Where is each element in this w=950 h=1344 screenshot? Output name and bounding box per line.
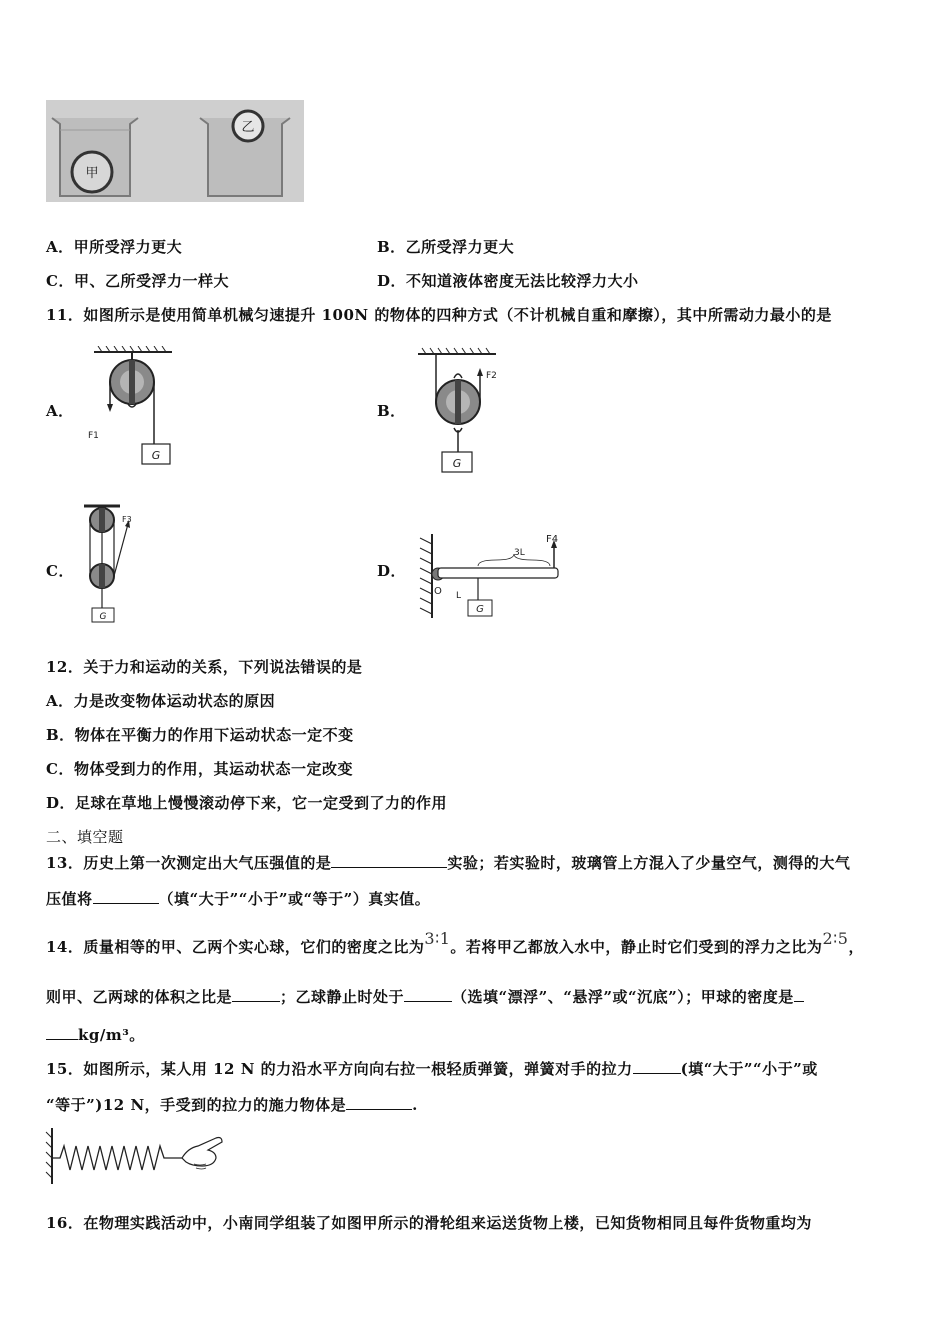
q11-figure-c — [80, 500, 150, 626]
q12-stem: 12．关于力和运动的关系，下列说法错误的是 — [46, 658, 363, 676]
svg-text:乙: 乙 — [241, 120, 255, 135]
q11-option-c-label: C． — [46, 562, 74, 580]
q12-option-b: B．物体在平衡力的作用下运动状态一定不变 — [46, 726, 354, 744]
svg-text:G: G — [151, 449, 161, 462]
q10-option-c: C．甲、乙所受浮力一样大 — [46, 272, 229, 290]
q14-blank-density[interactable] — [794, 987, 804, 1002]
q14-blank-volume[interactable] — [232, 987, 280, 1002]
q13-line-1: 13．历史上第一次测定出大气压强值的是 实验；若实验时，玻璃管上方混入了少量空气，测得的大气 — [46, 854, 851, 872]
svg-text:G: G — [476, 604, 484, 615]
hand-icon — [182, 1138, 222, 1167]
q10-option-b: B．乙所受浮力更大 — [377, 238, 515, 256]
q12-option-d: D．足球在草地上慢慢滚动停下来，它一定受到了力的作用 — [46, 794, 448, 812]
q13-line-2: 压值将 （填“大于”“小于”或“等于”）真实值。 — [46, 890, 431, 908]
q10-option-a: A．甲所受浮力更大 — [46, 238, 183, 256]
svg-text:3L: 3L — [514, 548, 525, 558]
q15-blank-1[interactable] — [633, 1059, 681, 1074]
q15-line-2: “等于”)12 N，手受到的拉力的施力物体是 . — [46, 1096, 418, 1114]
q16-line-1: 16．在物理实践活动中，小南同学组装了如图甲所示的滑轮组来运送货物上楼，已知货物相同且每件货物重均为 — [46, 1214, 812, 1232]
svg-text:O: O — [434, 586, 442, 597]
q11-option-b-label: B． — [377, 402, 406, 420]
q11-figure-d — [414, 528, 574, 622]
q12-option-c: C．物体受到力的作用，其运动状态一定改变 — [46, 760, 353, 778]
section-heading: 二、填空题 — [46, 828, 124, 846]
q14-blank-density-cont[interactable] — [46, 1025, 78, 1040]
q11-figure-b — [412, 346, 522, 474]
q15-blank-2[interactable] — [346, 1095, 412, 1110]
q11-option-d-label: D． — [377, 562, 407, 580]
q10-figure — [46, 100, 304, 202]
q11-option-a-label: A． — [46, 402, 74, 420]
q15-figure-spring — [44, 1124, 228, 1188]
q14-line-3: kg/m³。 — [46, 1024, 145, 1045]
svg-text:G: G — [99, 612, 107, 622]
q13-blank-1[interactable] — [331, 853, 447, 868]
q14-line-2: 则甲、乙两球的体积之比是 ；乙球静止时处于 （选填“漂浮”、“悬浮”或“沉底”）；甲球的密度是 — [46, 986, 804, 1007]
svg-text:甲: 甲 — [85, 166, 99, 181]
q13-blank-2[interactable] — [93, 889, 159, 904]
svg-text:L: L — [456, 591, 462, 601]
svg-text:F3: F3 — [122, 515, 132, 524]
svg-text:F4: F4 — [546, 534, 559, 545]
ratio-buoyancy: 2∶5 — [822, 929, 849, 948]
q11-stem: 11．如图所示是使用简单机械匀速提升 100N 的物体的四种方式（不计机械自重和摩擦），其中所需动力最小的是 — [46, 306, 832, 324]
svg-text:G: G — [452, 457, 462, 470]
svg-text:F1: F1 — [88, 431, 99, 441]
q15-line-1: 15．如图所示，某人用 12 N 的力沿水平方向向右拉一根轻质弹簧，弹簧对手的拉力 (填“大于”“小于”或 — [46, 1060, 818, 1078]
q14-line-1: 14．质量相等的甲、乙两个实心球，它们的密度之比为3∶1。若将甲乙都放入水中，静止时它们受到的浮力之比为2∶5， — [46, 929, 864, 956]
q12-option-a: A．力是改变物体运动状态的原因 — [46, 692, 276, 710]
q10-option-d: D．不知道液体密度无法比较浮力大小 — [377, 272, 639, 290]
q11-figure-a — [84, 346, 184, 470]
q14-blank-state[interactable] — [404, 987, 452, 1002]
ratio-density: 3∶1 — [424, 929, 451, 948]
svg-text:F2: F2 — [486, 371, 497, 381]
